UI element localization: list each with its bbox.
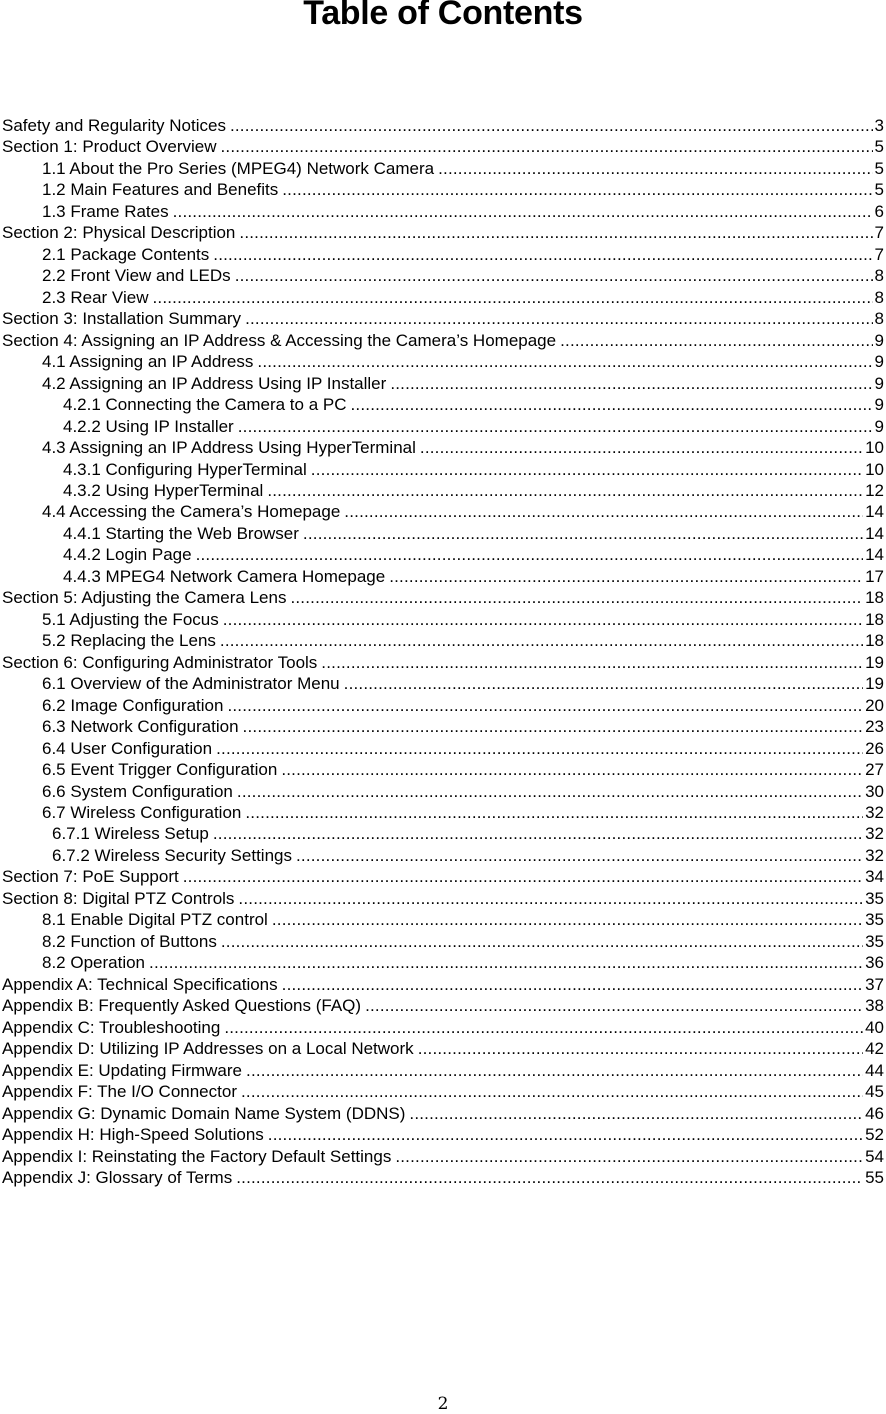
toc-entry[interactable] [0, 931, 886, 952]
dot-leader [235, 265, 873, 286]
toc-entry[interactable] [0, 351, 886, 372]
toc-entry-label: Appendix A: Technical Specifications [2, 974, 278, 994]
toc-entry[interactable] [0, 1146, 886, 1167]
toc-entry[interactable] [0, 909, 886, 930]
toc-entry-label: Section 8: Digital PTZ Controls [2, 888, 235, 908]
dot-leader [321, 652, 863, 673]
dot-leader [227, 695, 863, 716]
toc-entry[interactable] [0, 136, 886, 157]
dot-leader [438, 158, 872, 179]
toc-entry-page: 5 [874, 180, 884, 200]
toc-entry-label: 4.3.1 Configuring HyperTerminal [63, 459, 307, 479]
toc-entry-label: 6.7.1 Wireless Setup [52, 824, 209, 844]
toc-entry-page: 23 [865, 717, 884, 737]
dot-leader [245, 308, 872, 329]
dot-leader [183, 866, 863, 887]
dot-leader [268, 1124, 863, 1145]
toc-entry[interactable] [0, 459, 886, 480]
dot-leader [418, 1038, 863, 1059]
dot-leader [149, 952, 863, 973]
toc-entry[interactable] [0, 480, 886, 501]
toc-entry-label: Section 1: Product Overview [2, 137, 217, 157]
toc-entry-page: 12 [865, 480, 884, 500]
dot-leader [344, 673, 863, 694]
toc-entry[interactable] [0, 179, 886, 200]
dot-leader [311, 459, 863, 480]
toc-entry-page: 17 [865, 566, 884, 586]
toc-entry-page: 40 [865, 1017, 884, 1037]
page-title: Table of Contents [303, 0, 583, 32]
toc-entry-label: 4.3.2 Using HyperTerminal [63, 480, 264, 500]
toc-entry[interactable] [0, 609, 886, 630]
toc-entry-label: Section 4: Assigning an IP Address & Accessing the Camera’s Homepage [2, 330, 557, 350]
toc-entry-label: 4.4.2 Login Page [63, 545, 192, 565]
toc-entry-page: 7 [874, 244, 884, 264]
toc-entry-label: Section 6: Configuring Administrator Tools [2, 652, 318, 672]
toc-entry[interactable] [0, 287, 886, 308]
dot-leader [272, 909, 863, 930]
toc-entry-page: 19 [865, 652, 884, 672]
toc-entry-label: 6.2 Image Configuration [42, 695, 224, 715]
toc-entry[interactable] [0, 781, 886, 802]
toc-entry-label: Appendix D: Utilizing IP Addresses on a Local Network [2, 1039, 414, 1059]
toc-entry-page: 8 [874, 287, 884, 307]
toc-entry-page: 26 [865, 738, 884, 758]
toc-entry-page: 19 [865, 674, 884, 694]
dot-leader [237, 781, 863, 802]
toc-entry-page: 44 [865, 1060, 884, 1080]
dot-leader [238, 888, 863, 909]
toc-entry-page: 32 [865, 824, 884, 844]
toc-entry-label: 2.1 Package Contents [42, 244, 210, 264]
dot-leader [390, 373, 872, 394]
toc-entry-page: 8 [874, 309, 884, 329]
dot-leader [220, 630, 863, 651]
toc-entry-page: 34 [865, 867, 884, 887]
toc-entry-label: 6.7.2 Wireless Security Settings [52, 845, 292, 865]
toc-entry-label: 2.2 Front View and LEDs [42, 266, 231, 286]
toc-entry-label: 8.2 Operation [42, 953, 146, 973]
dot-leader [239, 222, 872, 243]
toc-entry-label: Appendix B: Frequently Asked Questions (FAQ) [2, 996, 362, 1016]
toc-entry-page: 18 [865, 631, 884, 651]
toc-entry-page: 9 [874, 395, 884, 415]
toc-entry-label: Section 7: PoE Support [2, 867, 179, 887]
toc-entry[interactable] [0, 738, 886, 759]
toc-entry[interactable] [0, 823, 886, 844]
toc-entry-label: 4.2.1 Connecting the Camera to a PC [63, 395, 347, 415]
toc-entry-page: 54 [865, 1146, 884, 1166]
toc-entry[interactable] [0, 759, 886, 780]
dot-leader [213, 823, 863, 844]
table-of-contents [0, 115, 886, 1188]
toc-entry-page: 35 [865, 931, 884, 951]
toc-entry-page: 5 [874, 158, 884, 178]
toc-entry-page: 38 [865, 996, 884, 1016]
toc-entry[interactable] [0, 394, 886, 415]
dot-leader [365, 995, 863, 1016]
toc-entry[interactable] [0, 952, 886, 973]
dot-leader [245, 802, 863, 823]
dot-leader [196, 544, 864, 565]
toc-entry[interactable] [0, 523, 886, 544]
dot-leader [267, 480, 863, 501]
toc-entry[interactable] [0, 1081, 886, 1102]
toc-entry-label: 6.3 Network Configuration [42, 717, 239, 737]
dot-leader [420, 437, 863, 458]
toc-entry-page: 18 [865, 609, 884, 629]
dot-leader [213, 244, 872, 265]
toc-entry-page: 36 [865, 953, 884, 973]
dot-leader [173, 201, 873, 222]
toc-entry-label: Appendix I: Reinstating the Factory Default Settings [2, 1146, 392, 1166]
toc-entry[interactable] [0, 158, 886, 179]
toc-entry-page: 10 [865, 438, 884, 458]
toc-entry-label: Appendix E: Updating Firmware [2, 1060, 243, 1080]
dot-leader [243, 716, 864, 737]
dot-leader [282, 179, 872, 200]
toc-entry-page: 45 [865, 1082, 884, 1102]
dot-leader [236, 1167, 863, 1188]
toc-entry-label: Appendix F: The I/O Connector [2, 1082, 237, 1102]
toc-entry[interactable] [0, 888, 886, 909]
toc-entry[interactable] [0, 1167, 886, 1188]
toc-entry[interactable] [0, 566, 886, 587]
toc-entry[interactable] [0, 866, 886, 887]
toc-entry-page: 6 [874, 201, 884, 221]
toc-entry[interactable] [0, 501, 886, 522]
toc-entry[interactable] [0, 265, 886, 286]
toc-entry-page: 30 [865, 781, 884, 801]
dot-leader [224, 1017, 863, 1038]
toc-entry[interactable] [0, 673, 886, 694]
toc-entry-page: 14 [865, 502, 884, 522]
toc-entry-page: 52 [865, 1125, 884, 1145]
toc-entry-label: 4.4 Accessing the Camera’s Homepage [42, 502, 341, 522]
dot-leader [230, 115, 873, 136]
toc-entry[interactable] [0, 587, 886, 608]
dot-leader [351, 394, 873, 415]
toc-entry-page: 9 [874, 373, 884, 393]
toc-entry-page: 46 [865, 1103, 884, 1123]
toc-entry-page: 5 [874, 137, 884, 157]
toc-entry-page: 35 [865, 910, 884, 930]
dot-leader [303, 523, 863, 544]
toc-entry-page: 35 [865, 888, 884, 908]
toc-entry-label: 8.2 Function of Buttons [42, 931, 217, 951]
toc-entry[interactable] [0, 115, 886, 136]
toc-entry-label: 4.4.1 Starting the Web Browser [63, 523, 299, 543]
dot-leader [389, 566, 863, 587]
toc-entry-label: Appendix J: Glossary of Terms [2, 1167, 233, 1187]
toc-entry[interactable] [0, 1060, 886, 1081]
toc-entry[interactable] [0, 544, 886, 565]
toc-entry[interactable] [0, 695, 886, 716]
toc-entry[interactable] [0, 437, 886, 458]
toc-entry-label: 4.1 Assigning an IP Address [42, 352, 254, 372]
dot-leader [238, 416, 873, 437]
toc-entry-label: 5.1 Adjusting the Focus [42, 609, 219, 629]
toc-entry-page: 37 [865, 974, 884, 994]
toc-entry-label: Section 3: Installation Summary [2, 309, 242, 329]
toc-entry[interactable] [0, 1103, 886, 1124]
toc-entry-page: 14 [865, 523, 884, 543]
dot-leader [282, 974, 863, 995]
toc-entry[interactable] [0, 373, 886, 394]
toc-entry-page: 27 [865, 760, 884, 780]
toc-entry[interactable] [0, 201, 886, 222]
toc-entry-label: 4.2.2 Using IP Installer [63, 416, 234, 436]
toc-entry-label: Safety and Regularity Notices [2, 116, 226, 135]
toc-entry-label: 1.2 Main Features and Benefits [42, 180, 279, 200]
toc-entry[interactable] [0, 1124, 886, 1145]
toc-entry-label: Appendix C: Troubleshooting [2, 1017, 221, 1037]
toc-entry[interactable] [0, 974, 886, 995]
toc-entry-page: 9 [874, 352, 884, 372]
toc-entry-label: 6.4 User Configuration [42, 738, 213, 758]
toc-entry-label: Appendix H: High-Speed Solutions [2, 1125, 264, 1145]
dot-leader [344, 501, 863, 522]
toc-entry-page: 9 [874, 330, 884, 350]
dot-leader [220, 136, 872, 157]
toc-entry[interactable] [0, 630, 886, 651]
toc-entry-page: 42 [865, 1039, 884, 1059]
dot-leader [223, 609, 863, 630]
toc-entry[interactable] [0, 330, 886, 351]
toc-entry[interactable] [0, 802, 886, 823]
toc-entry-page: 55 [865, 1167, 884, 1187]
toc-entry-page: 7 [874, 223, 884, 243]
toc-entry-label: Section 2: Physical Description [2, 223, 236, 243]
toc-entry-page: 14 [865, 545, 884, 565]
toc-entry[interactable] [0, 1038, 886, 1059]
toc-entry[interactable] [0, 222, 886, 243]
toc-entry-label: Appendix G: Dynamic Domain Name System (DDNS) [2, 1103, 406, 1123]
toc-entry-page: 32 [865, 845, 884, 865]
toc-entry-page: 32 [865, 803, 884, 822]
toc-entry-page: 20 [865, 695, 884, 715]
toc-entry-label: 8.1 Enable Digital PTZ control [42, 910, 268, 930]
toc-entry[interactable] [0, 308, 886, 329]
toc-entry-label: Section 5: Adjusting the Camera Lens [2, 588, 287, 608]
toc-entry[interactable] [0, 416, 886, 437]
toc-entry-page: 8 [874, 266, 884, 286]
dot-leader [216, 738, 863, 759]
dot-leader [290, 587, 863, 608]
toc-entry-label: 5.2 Replacing the Lens [42, 631, 216, 651]
toc-entry[interactable] [0, 845, 886, 866]
dot-leader [257, 351, 872, 372]
dot-leader [296, 845, 863, 866]
toc-entry-page: 10 [865, 459, 884, 479]
toc-entry-page: 18 [865, 588, 884, 608]
dot-leader [560, 330, 872, 351]
toc-entry-label: 4.2 Assigning an IP Address Using IP Installer [42, 373, 387, 393]
page-number: 2 [437, 1394, 449, 1414]
toc-entry[interactable] [0, 1017, 886, 1038]
toc-entry[interactable] [0, 652, 886, 673]
toc-entry-page: 9 [874, 416, 884, 436]
toc-entry[interactable] [0, 244, 886, 265]
dot-leader [246, 1060, 863, 1081]
toc-entry-label: 4.3 Assigning an IP Address Using HyperTerminal [42, 438, 416, 458]
toc-entry-label: 6.5 Event Trigger Configuration [42, 760, 278, 780]
toc-entry-label: 1.1 About the Pro Series (MPEG4) Network Camera [42, 158, 435, 178]
toc-entry-label: 6.6 System Configuration [42, 781, 233, 801]
dot-leader [241, 1081, 863, 1102]
toc-entry-label: 2.3 Rear View [42, 287, 149, 307]
dot-leader [221, 931, 863, 952]
toc-entry-label: 6.7 Wireless Configuration [42, 803, 242, 822]
dot-leader [152, 287, 872, 308]
toc-entry-page: 3 [874, 116, 884, 135]
toc-entry-label: 4.4.3 MPEG4 Network Camera Homepage [63, 566, 386, 586]
toc-entry-label: 1.3 Frame Rates [42, 201, 169, 221]
dot-leader [281, 759, 863, 780]
dot-leader [395, 1146, 863, 1167]
dot-leader [409, 1103, 863, 1124]
toc-entry-label: 6.1 Overview of the Administrator Menu [42, 674, 340, 694]
toc-entry[interactable] [0, 995, 886, 1016]
toc-entry[interactable] [0, 716, 886, 737]
